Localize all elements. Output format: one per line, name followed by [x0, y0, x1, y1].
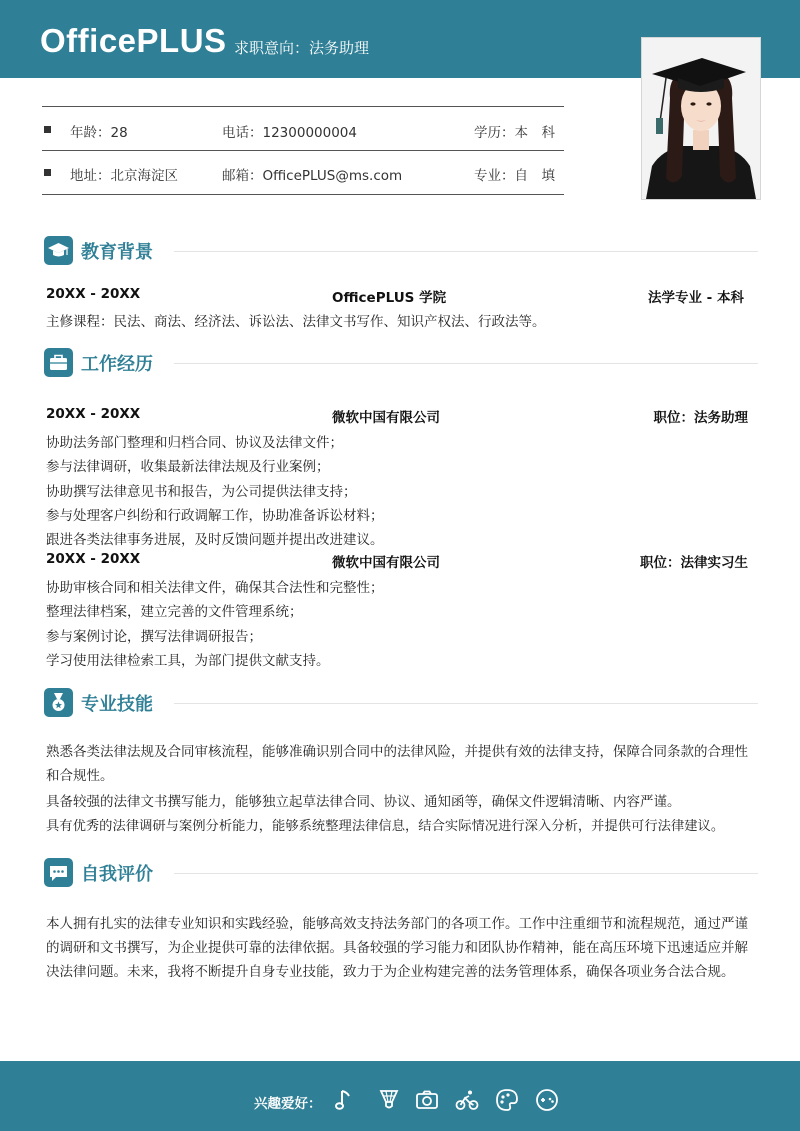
job-row-2 — [46, 551, 748, 571]
info-major: 专业：自 填 — [474, 168, 555, 184]
bullet-icon — [44, 126, 51, 133]
education-period: 20XX - 20XX — [46, 286, 141, 302]
info-divider-top — [42, 106, 564, 107]
job-duty: 跟进各类法律事务进展，及时反馈问题并提出改进建议。 — [46, 532, 384, 548]
camera-icon — [414, 1087, 440, 1113]
job-period: 20XX - 20XX — [46, 551, 141, 567]
job-row-1 — [46, 406, 748, 426]
job-duty: 参与案例讨论，撰写法律调研报告； — [46, 629, 262, 645]
job-position: 职位：法务助理 — [653, 410, 748, 426]
info-address: 地址：北京海淀区 — [70, 168, 178, 184]
job-company: 微软中国有限公司 — [332, 555, 440, 571]
painting-palette-icon — [494, 1087, 520, 1113]
job-duty: 参与法律调研，收集最新法律法规及行业案例； — [46, 459, 330, 475]
section-rule — [174, 873, 758, 874]
job-duty: 参与处理客户纠纷和行政调解工作，协助准备诉讼材料； — [46, 508, 384, 524]
section-self-evaluation — [44, 858, 758, 888]
job-duty: 整理法律档案，建立完善的文件管理系统； — [46, 604, 303, 620]
medal-icon — [44, 688, 73, 717]
info-divider-bottom — [42, 194, 564, 195]
section-rule — [174, 363, 758, 364]
section-skills — [44, 688, 758, 718]
skill-item: 具有优秀的法律调研与案例分析能力，能够系统整理法律信息，结合实际情况进行深入分析，并提供可行法律建议。 — [46, 819, 725, 834]
job-intent: 求职意向：法务助理 — [234, 39, 370, 57]
education-major: 法学专业 - 本科 — [647, 290, 744, 306]
job-position: 职位：法律实习生 — [640, 555, 748, 571]
skill-item: 具备较强的法律文书撰写能力，能够独立起草法律合同、协议、通知函等，确保文件逻辑清晰、内容严谨。 — [46, 794, 681, 810]
briefcase-icon — [44, 348, 73, 377]
graduation-cap-icon — [44, 236, 73, 265]
info-email: 邮箱：OfficePLUS@ms.com — [222, 168, 403, 184]
brand-title: OfficePLUS — [40, 22, 227, 59]
self-evaluation-text: 本人拥有扎实的法律专业知识和实践经验，能够高效支持法务部门的各项工作。工作中注重细节和流程规范，通过严谨的调研和文书撰写，为企业提供可靠的法律依据。具备较强的学习能力和团队协作精神，能在高压环境下迅速适应并解决法律问题。未来，我将不断提升自身专业技能，致力于为企业构建完善的法务管理体系，确保各项业务合法合规。 — [46, 916, 748, 980]
section-title-skills: 专业技能 — [81, 694, 153, 715]
cycling-icon — [454, 1087, 480, 1113]
bullet-icon — [44, 169, 51, 176]
hobby-label: 兴趣爱好： — [254, 1096, 322, 1112]
graduate-portrait-image — [642, 38, 760, 199]
section-title-education: 教育背景 — [81, 242, 153, 263]
job-company: 微软中国有限公司 — [332, 410, 440, 426]
section-rule — [174, 251, 758, 252]
job-duty: 学习使用法律检索工具，为部门提供文献支持。 — [46, 653, 330, 669]
info-row-2 — [42, 164, 582, 184]
music-note-icon — [332, 1087, 358, 1113]
speech-bubble-icon — [44, 858, 73, 887]
education-courses: 主修课程：民法、商法、经济法、诉讼法、法律文书写作、知识产权法、行政法等。 — [46, 314, 546, 330]
job-duty: 协助撰写法律意见书和报告，为公司提供法律支持； — [46, 484, 357, 500]
education-row — [46, 286, 748, 306]
profile-photo — [641, 37, 761, 200]
section-work — [44, 348, 758, 378]
job-duty: 协助法务部门整理和归档合同、协议及法律文件； — [46, 435, 343, 451]
skill-item: 熟悉各类法律法规及合同审核流程，能够准确识别合同中的法律风险，并提供有效的法律支持，保障合同条款的合理性和合规性。 — [46, 744, 748, 784]
job-duty: 协助审核合同和相关法律文件，确保其合法性和完整性； — [46, 580, 384, 596]
info-age: 年龄：28 — [70, 125, 128, 141]
section-title-work: 工作经历 — [81, 354, 153, 375]
info-row-1 — [42, 121, 582, 141]
info-divider-middle — [42, 150, 564, 151]
info-phone: 电话：12300000004 — [222, 125, 357, 141]
section-rule — [174, 703, 758, 704]
info-degree: 学历：本 科 — [474, 125, 555, 141]
badminton-icon — [376, 1087, 402, 1113]
job-period: 20XX - 20XX — [46, 406, 141, 422]
section-title-self-evaluation: 自我评价 — [81, 864, 153, 885]
game-controller-icon — [534, 1087, 560, 1113]
education-school: OfficePLUS 学院 — [332, 290, 447, 306]
section-education — [44, 236, 758, 266]
